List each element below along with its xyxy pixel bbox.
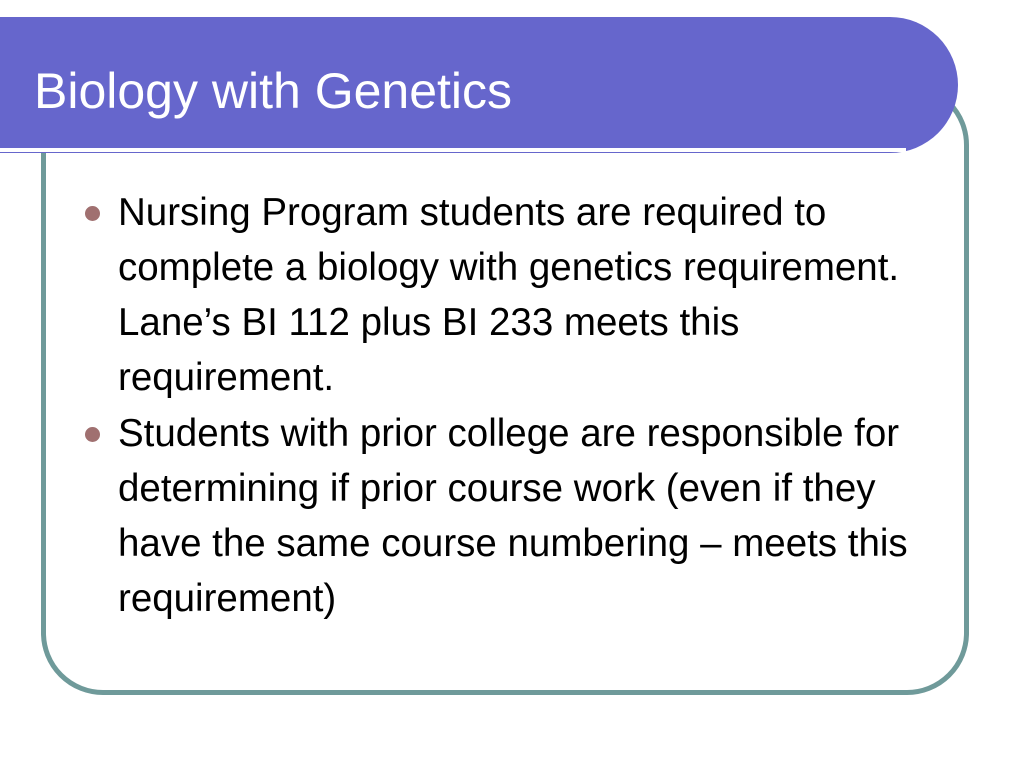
bullet-text: Students with prior college are responsible for determining if prior course work (even if they have the same course numbering – meets this requirement) xyxy=(118,412,908,620)
title-underline xyxy=(0,148,906,152)
bullet-text: Nursing Program students are required to complete a biology with genetics requirement. Lane’s BI 112 plus BI 233 meets this requirement. xyxy=(118,191,900,399)
title-bar xyxy=(0,17,958,153)
bullet-dot-icon xyxy=(85,427,100,442)
bullet-list xyxy=(82,185,952,627)
bullet-item xyxy=(82,406,952,626)
bullet-dot-icon xyxy=(85,206,100,221)
slide-title: Biology with Genetics xyxy=(34,63,513,119)
bullet-item xyxy=(82,185,952,405)
